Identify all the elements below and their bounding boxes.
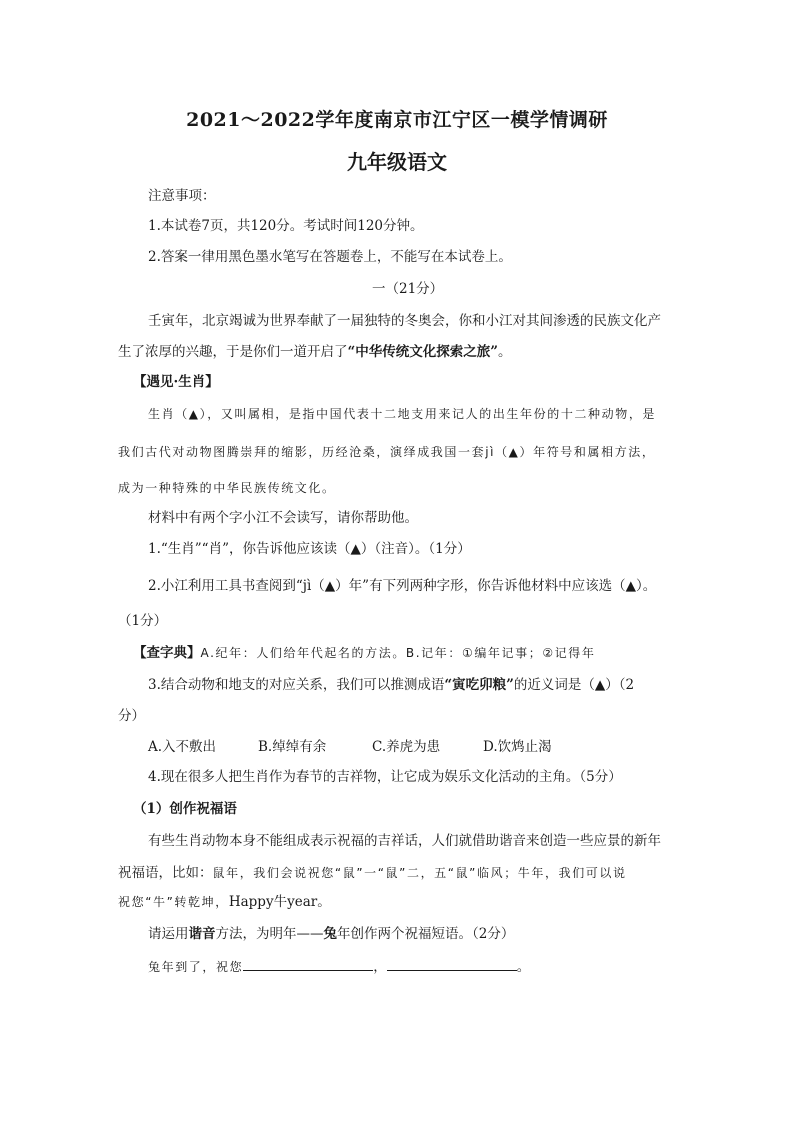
task-method: 谐音: [188, 926, 216, 942]
section-heading: 一（21分）: [372, 281, 444, 297]
option-b: B.绰绰有余: [258, 739, 327, 755]
dictionary-entry: [133, 644, 595, 662]
idiom: “寅吃卯粮”: [444, 677, 514, 693]
exam-subject: 九年级语文: [347, 150, 447, 174]
notes-item-1: 1.本试卷7页，共120分。考试时间120分钟。: [148, 218, 424, 234]
option-d: D.饮鸩止渴: [483, 739, 552, 755]
question-2: 2.小江利用工具书查阅到“jì（▲）年”有下列两种字形，你告诉他材料中应该选（▲）。: [148, 578, 657, 594]
material-line-1: 生肖（▲），又叫属相，是指中国代表十二地支用来记人的出生年份的十二种动物，是: [148, 407, 657, 421]
journey-name: “中华传统文化探索之旅”: [347, 344, 499, 360]
greeting-text-2: [118, 864, 627, 882]
answer-line: [148, 958, 530, 976]
answer-comma: ，: [373, 959, 387, 975]
question-3-tail: 的近义词是（▲）（2: [513, 677, 635, 693]
dictionary-definitions: A.纪年：人们给年代起名的方法。B.记年：①编年记事；②记得年: [200, 646, 596, 660]
intro-text: 生了浓厚的兴趣，于是你们一道开启了: [118, 344, 348, 360]
greeting-example-ox: 祝您“牛”转乾坤，: [118, 895, 229, 909]
subquestion-heading: （1）创作祝福语: [133, 801, 237, 817]
task-middle: 方法，为明年——: [215, 926, 324, 942]
dictionary-label: 【查字典】: [133, 645, 201, 661]
exam-title: 2021～2022学年度南京市江宁区一模学情调研: [186, 109, 608, 131]
task-instruction: [148, 925, 514, 943]
option-c: C.养虎为患: [372, 739, 441, 755]
question-3-score: 分）: [118, 708, 145, 724]
task-animal: 兔: [323, 926, 337, 942]
material-line-3: 成为一种特殊的中华民族传统文化。: [118, 481, 336, 495]
intro-line-2: [118, 343, 512, 361]
question-3: [148, 676, 634, 694]
option-a: A.入不敷出: [148, 739, 217, 755]
greeting-lead: 祝福语，比如：: [118, 865, 213, 881]
answer-lead: 兔年到了，祝您: [148, 960, 244, 974]
answer-period: 。: [516, 959, 531, 975]
question-1: 1.“生肖”“肖”，你告诉他应该读（▲）（注音）。（1分）: [148, 541, 471, 557]
part-heading-zodiac: 【遇见·生肖】: [133, 374, 219, 390]
answer-blank-1[interactable]: [243, 958, 373, 971]
material-prompt: 材料中有两个字小江不会读写，请你帮助他。: [148, 510, 418, 526]
greeting-text-3: [118, 893, 331, 911]
task-lead: 请运用: [148, 926, 189, 942]
task-tail: 年创作两个祝福短语。（2分）: [337, 926, 515, 942]
intro-period: 。: [498, 344, 512, 360]
greeting-examples: 鼠年，我们会说祝您“鼠”一“鼠”二，五“鼠”临风；牛年，我们可以说: [212, 866, 627, 880]
notes-heading: 注意事项：: [148, 188, 216, 204]
answer-blank-2[interactable]: [387, 958, 517, 971]
greeting-english: Happy牛year。: [228, 894, 331, 910]
question-4: 4.现在很多人把生肖作为春节的吉祥物，让它成为娱乐文化活动的主角。（5分）: [148, 769, 622, 785]
greeting-text-1: 有些生肖动物本身不能组成表示祝福的吉祥话，人们就借助谐音来创造一些应景的新年: [148, 833, 661, 849]
question-2-score: （1分）: [118, 613, 168, 629]
material-line-2: 我们古代对动物图腾崇拜的缩影，历经沧桑，演绎成我国一套jì（▲）年符号和属相方法，: [118, 445, 656, 459]
intro-line-1: 壬寅年，北京竭诚为世界奉献了一届独特的冬奥会，你和小江对其间渗透的民族文化产: [148, 313, 661, 329]
question-3-text: 3.结合动物和地支的对应关系，我们可以推测成语: [148, 677, 445, 693]
notes-item-2: 2.答案一律用黑色墨水笔写在答题卷上，不能写在本试卷上。: [148, 249, 512, 265]
